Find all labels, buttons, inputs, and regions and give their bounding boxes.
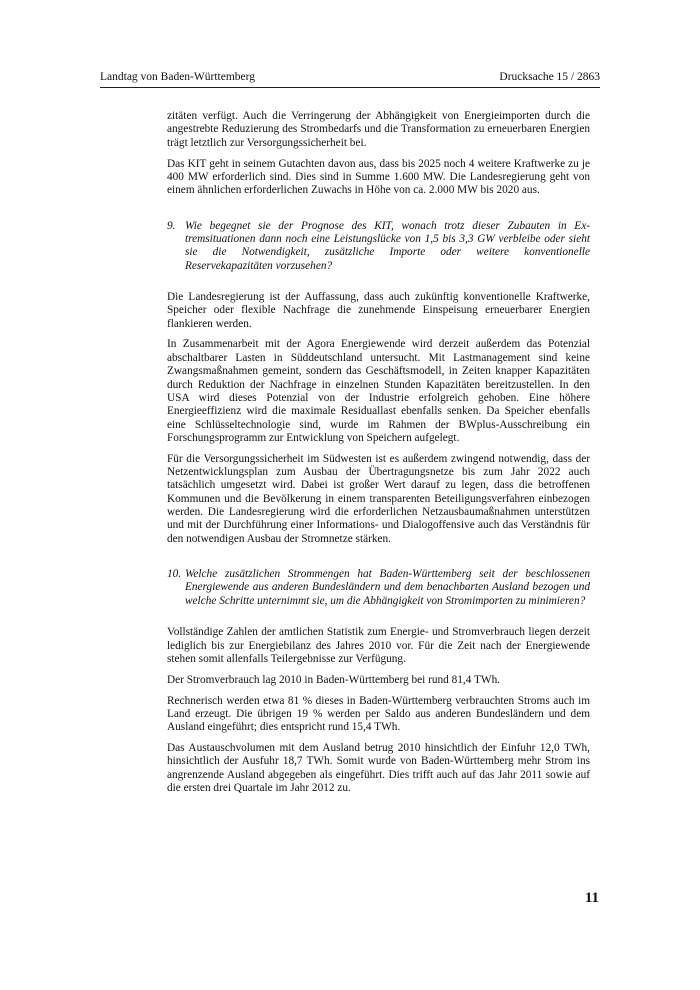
paragraph: Rechnerisch werden etwa 81 % dieses in Baden-Württemberg verbrauchten Stroms auch im Land erzeugt. Die übrigen 19 % werden per Saldo aus anderen Bundesländern und dem Ausland eingeführt; dies entspricht rund 15,4 TWh. [167,694,590,734]
paragraph: Die Landesregierung ist der Auffassung, dass auch zukünftig konventionelle Kraftwerke, Speicher oder flexible Nachfrage die zunehmende Einspeisung erneuerbarer Energien flankieren werden. [167,290,590,330]
header-title: Landtag von Baden-Württemberg [100,71,255,83]
question-text: Welche zusätzlichen Strommengen hat Baden-Württemberg seit der beschlossenen Energiewende aus anderen Bundesländern und dem benachbarten Ausland bezogen und welche Schritte unternimmt sie, um die Abhängigkeit von Stromimporten zu minimieren? [185,568,590,607]
page-number: 11 [584,890,599,906]
header-divider [100,87,600,88]
question-10 [167,568,590,608]
paragraph: zitäten verfügt. Auch die Verringerung der Abhängigkeit von Energieimporten durch die angestrebte Reduzierung des Strombedarfs und die Transformation zu erneuerbaren Energien trägt letztlich zur Versorgungssicherheit bei. [167,110,590,149]
question-number: 9. [167,219,176,232]
question-number: 10. [167,568,182,581]
paragraph: In Zusammenarbeit mit der Agora Energiewende wird derzeit außerdem das Potenzial abschaltbarer Lasten in Süddeutschland untersucht. Mit Lastmanagement sind keine Zwangsmaßnahmen gemeint, sondern das Geschäftsmodell, in Zeiten knapper Kapazitäten durch Reduktion der Nachfrage in einzelnen Stunden Kapazitäten bereitzustellen. In den USA wird dieses Potenzial von der Industrie erfolgreich gehoben. Eine höhere Energieeffizienz wird die maximale Residuallast ebenfalls senken. Da Speicher ebenfalls eine Schlüsseltechnologie sind, wurde im Rahmen der BWplus-Ausschreibung ein Forschungsprogramm zur Entwicklung von Speichern aufgelegt. [167,338,590,444]
paragraph: Für die Versorgungssicherheit im Südwesten ist es außerdem zwingend notwendig, dass der Netzentwicklungsplan zum Ausbau der Übertragungsnetze bis zum Jahr 2022 auch tatsächlich umgesetzt wird. Dabei ist großer Wert darauf zu legen, dass die betroffenen Kommunen und die Bevölkerung in einem transparenten Beteiligungsverfahren einbezogen werden. Die Landesregierung wird die erforderlichen Netzausbaumaßnahmen unterstützen und mit der Durchführung einer Informations- und Dialogoffensive auch das Verständnis für den notwendigen Ausbau der Stromnetze stärken. [167,452,590,545]
question-text: Wie begegnet sie der Prognose des KIT, wonach trotz dieser Zubauten in Extremsituationen dann noch eine Leistungslücke von 1,5 bis 3,3 GW verbleibe oder sieht sie die Notwendigkeit, zusätzliche Importe oder weitere konventionelle Reservekapazitäten vorzusehen? [185,219,590,272]
paragraph: Das KIT geht in seinem Gutachten davon aus, dass bis 2025 noch 4 weitere Kraftwerke zu je 400 MW erforderlich sind. Dies sind in Summe 1.600 MW. Die Landesregierung geht von einem ähnlichen erforderlichen Zuwachs in Höhe von ca. 2.000 MW bis 2020 aus. [167,157,590,197]
question-9 [167,220,590,273]
page-content [167,110,590,803]
paragraph: Der Stromverbrauch lag 2010 in Baden-Württemberg bei rund 81,4 TWh. [167,673,501,686]
paragraph: Das Austauschvolumen mit dem Ausland betrug 2010 hinsichtlich der Einfuhr 12,0 TWh, hinsichtlich der Ausfuhr 18,7 TWh. Somit wurde von Baden-Württemberg mehr Strom ins angrenzende Ausland abgegeben als eingeführt. Dies trifft auch auf das Jahr 2011 sowie auf die ersten drei Quartale im Jahr 2012 zu. [167,742,590,795]
paragraph: Vollständige Zahlen der amtlichen Statistik zum Energie- und Stromverbrauch liegen derzeit lediglich bis zur Energiebilanz des Jahres 2010 vor. Für die Zeit nach der Energiewende stehen somit allenfalls Teilergebnisse zur Verfügung. [167,626,590,665]
document-number: Drucksache 15 / 2863 [499,71,600,83]
